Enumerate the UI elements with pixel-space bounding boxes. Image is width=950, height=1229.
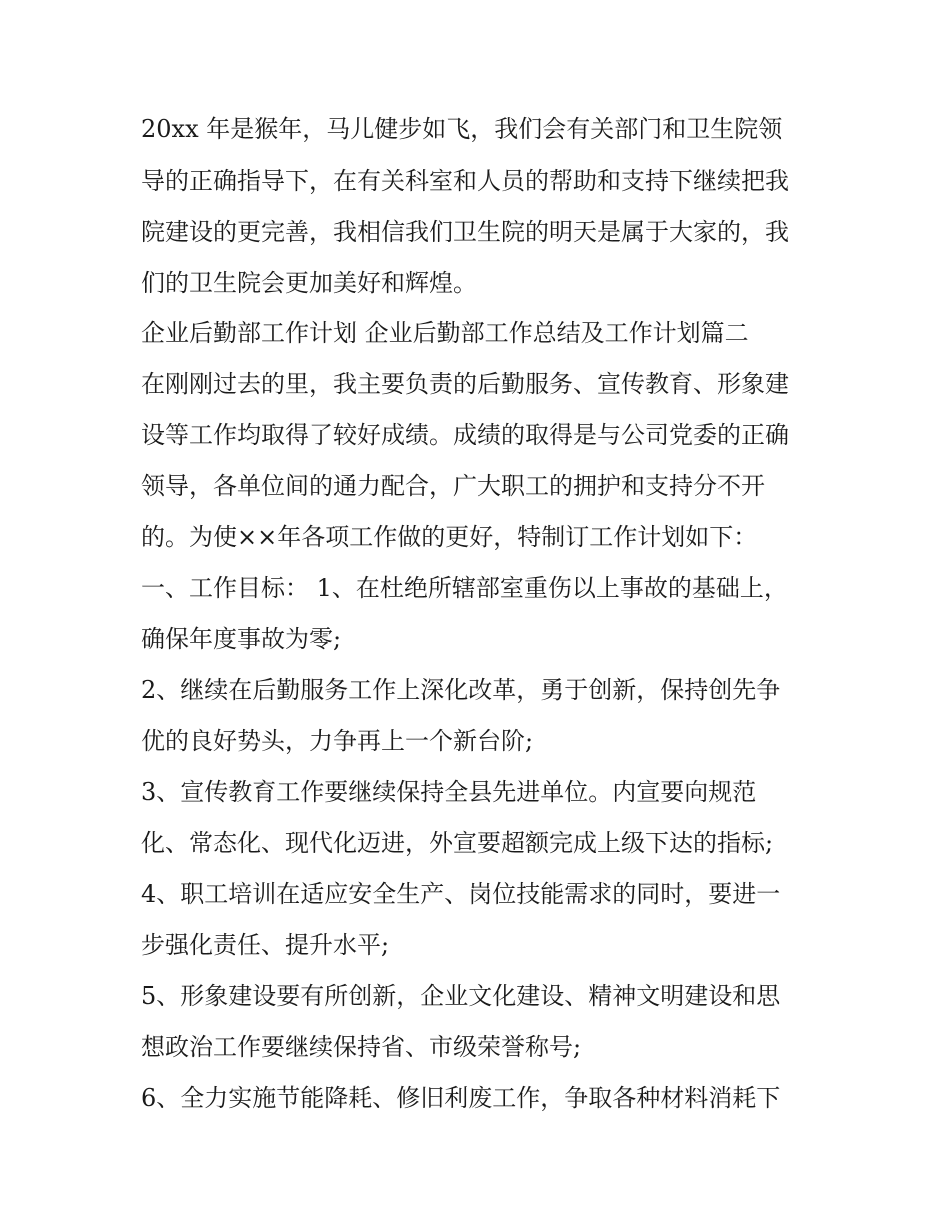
text-line: 3、宣传教育工作要继续保持全县先进单位。内宣要向规范: [141, 778, 757, 806]
text-line: 在刚刚过去的里，我主要负责的后勤服务、宣传教育、形象建: [141, 370, 789, 398]
text-line: 步强化责任、提升水平;: [141, 931, 390, 959]
text-line: 5、形象建设要有所创新，企业文化建设、精神文明建设和思: [141, 982, 781, 1010]
text-line: 20xx 年是猴年，马儿健步如飞，我们会有关部门和卫生院领: [141, 115, 783, 143]
text-line: 一、工作目标： 1、在杜绝所辖部室重伤以上事故的基础上，: [141, 574, 788, 602]
text-line: 导的正确指导下，在有关科室和人员的帮助和支持下继续把我: [141, 167, 789, 195]
text-line: 2、继续在后勤服务工作上深化改革，勇于创新，保持创先争: [141, 676, 781, 704]
text-line: 的。为使××年各项工作做的更好，特制订工作计划如下：: [141, 523, 758, 551]
section-heading: 企业后勤部工作计划 企业后勤部工作总结及工作计划篇二: [141, 319, 749, 347]
text-line: 确保年度事故为零;: [141, 625, 342, 653]
text-line: 化、常态化、现代化迈进，外宣要超额完成上级下达的指标;: [141, 829, 774, 857]
text-line: 领导，各单位间的通力配合，广大职工的拥护和支持分不开: [141, 472, 765, 500]
text-line: 们的卫生院会更加美好和辉煌。: [141, 269, 477, 297]
text-line: 设等工作均取得了较好成绩。成绩的取得是与公司党委的正确: [141, 421, 789, 449]
text-line: 想政治工作要继续保持省、市级荣誉称号;: [141, 1033, 582, 1061]
text-line: 优的良好势头，力争再上一个新台阶;: [141, 727, 534, 755]
text-line: 4、职工培训在适应安全生产、岗位技能需求的同时，要进一: [141, 880, 781, 908]
text-line: 院建设的更完善，我相信我们卫生院的明天是属于大家的，我: [141, 218, 789, 246]
text-line: 6、全力实施节能降耗、修旧利废工作，争取各种材料消耗下: [141, 1084, 781, 1112]
